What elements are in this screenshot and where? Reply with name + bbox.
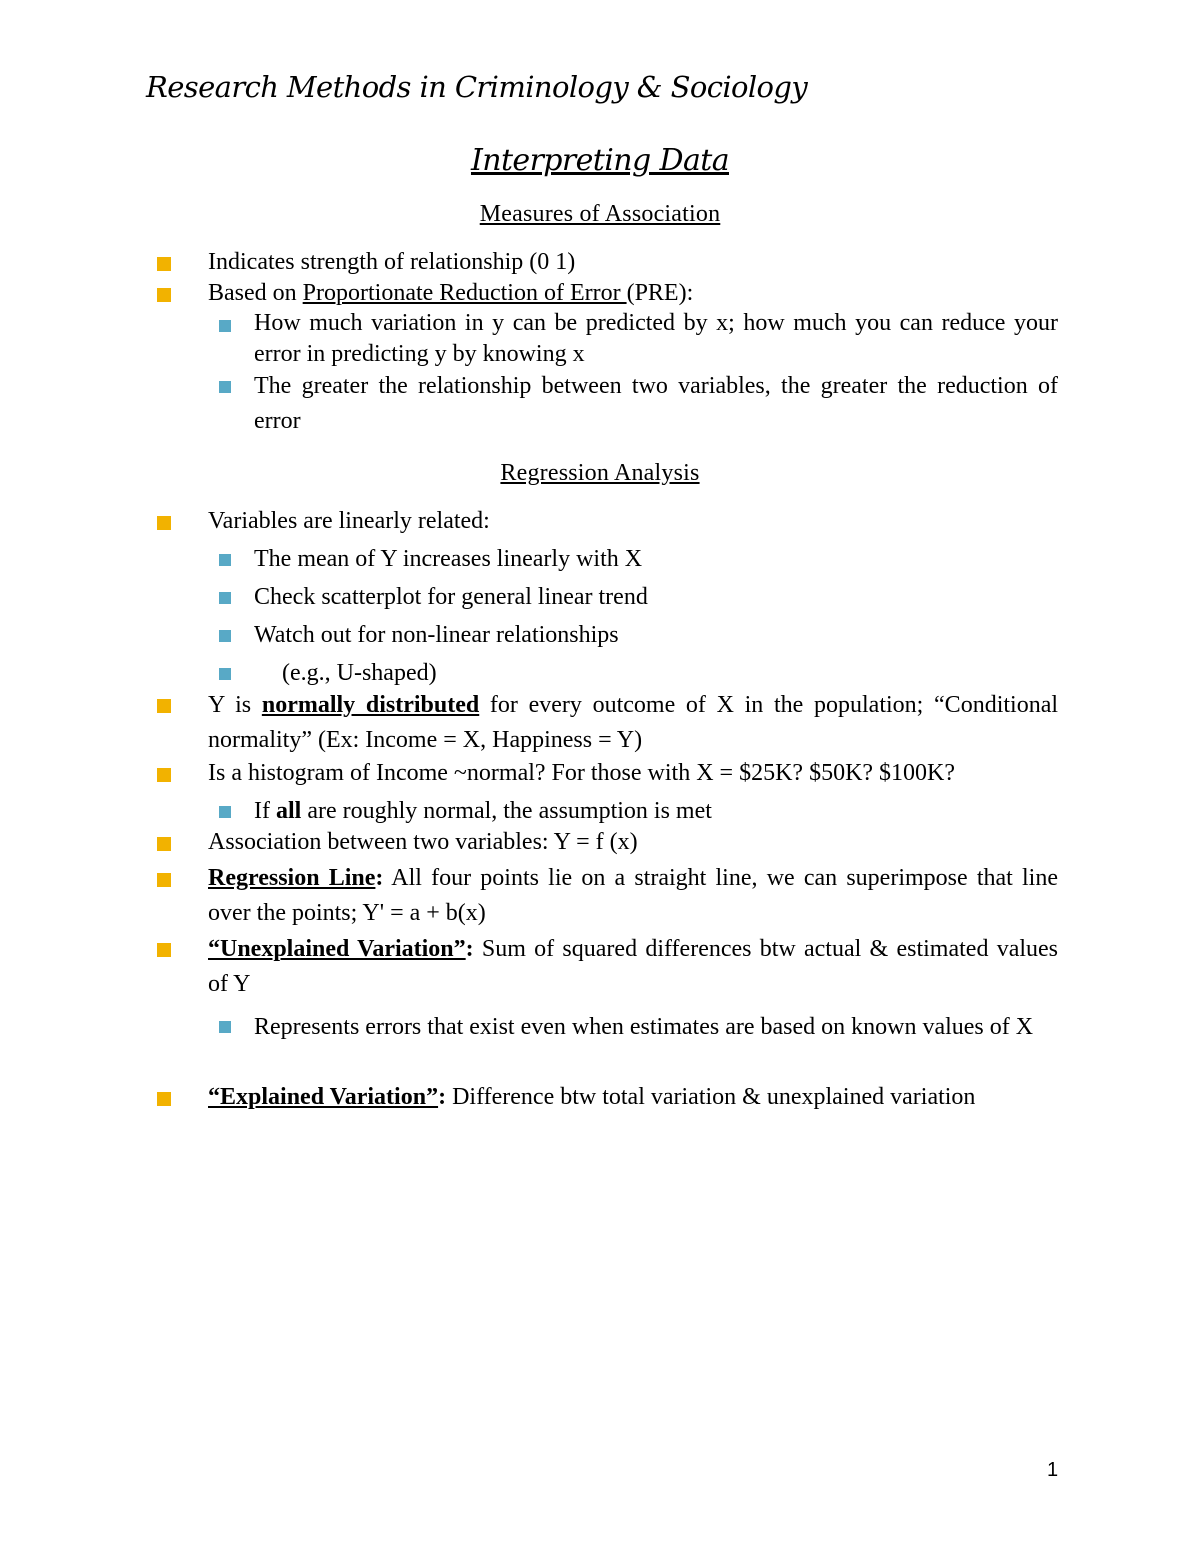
small-square-bullet-icon (219, 1021, 231, 1033)
square-bullet-icon (157, 873, 171, 887)
page-number: 1 (1047, 1459, 1059, 1481)
list-item: Variables are linearly related: (208, 508, 490, 534)
list-item: Association between two variables: Y = f (x) (208, 829, 638, 855)
sub-list-item: (e.g., U-shaped) (282, 660, 437, 686)
list-item: Y is normally distributed for every outcome of X in the population; “Conditional normality” (Ex: Income = X, Happiness = Y) (208, 692, 1059, 753)
square-bullet-icon (157, 837, 171, 851)
square-bullet-icon (157, 768, 171, 782)
sub-list-item: If all are roughly normal, the assumption is met (254, 798, 712, 824)
list-item: Regression Line: All four points lie on a straight line, we can superimpose that line over the points; Y' = a + b(x) (208, 865, 1059, 926)
small-square-bullet-icon (219, 592, 231, 604)
section-heading-regression: Regression Analysis (500, 460, 700, 486)
sub-list-item: Check scatterplot for general linear trend (254, 584, 648, 610)
sub-list-item: Watch out for non-linear relationships (254, 622, 619, 648)
square-bullet-icon (157, 516, 171, 530)
small-square-bullet-icon (219, 806, 231, 818)
sub-list-item: The greater the relationship between two variables, the greater the reduction of error (254, 373, 1058, 434)
square-bullet-icon (157, 288, 171, 302)
course-header: Research Methods in Criminology & Sociology (146, 70, 808, 104)
list-item: “Explained Variation”: Difference btw total variation & unexplained variation (208, 1084, 976, 1110)
small-square-bullet-icon (219, 320, 231, 332)
square-bullet-icon (157, 699, 171, 713)
page-title: Interpreting Data (470, 143, 729, 178)
small-square-bullet-icon (219, 668, 231, 680)
sub-list-item: Represents errors that exist even when estimates are based on known values of X (254, 1014, 1034, 1040)
small-square-bullet-icon (219, 554, 231, 566)
square-bullet-icon (157, 257, 171, 271)
section-heading-measures: Measures of Association (479, 201, 721, 227)
list-item: Is a histogram of Income ~normal? For those with X = $25K? $50K? $100K? (208, 760, 956, 786)
list-item: Based on Proportionate Reduction of Error (PRE): (208, 280, 694, 306)
square-bullet-icon (157, 1092, 171, 1106)
sub-list-item: How much variation in y can be predicted by x; how much you can reduce your error in predicting y by knowing x (254, 310, 1058, 367)
sub-list-item: The mean of Y increases linearly with X (254, 546, 643, 572)
list-item: Indicates strength of relationship (0 1) (208, 249, 576, 275)
small-square-bullet-icon (219, 381, 231, 393)
square-bullet-icon (157, 943, 171, 957)
small-square-bullet-icon (219, 630, 231, 642)
list-item: “Unexplained Variation”: Sum of squared differences btw actual & estimated values of Y (208, 936, 1059, 997)
